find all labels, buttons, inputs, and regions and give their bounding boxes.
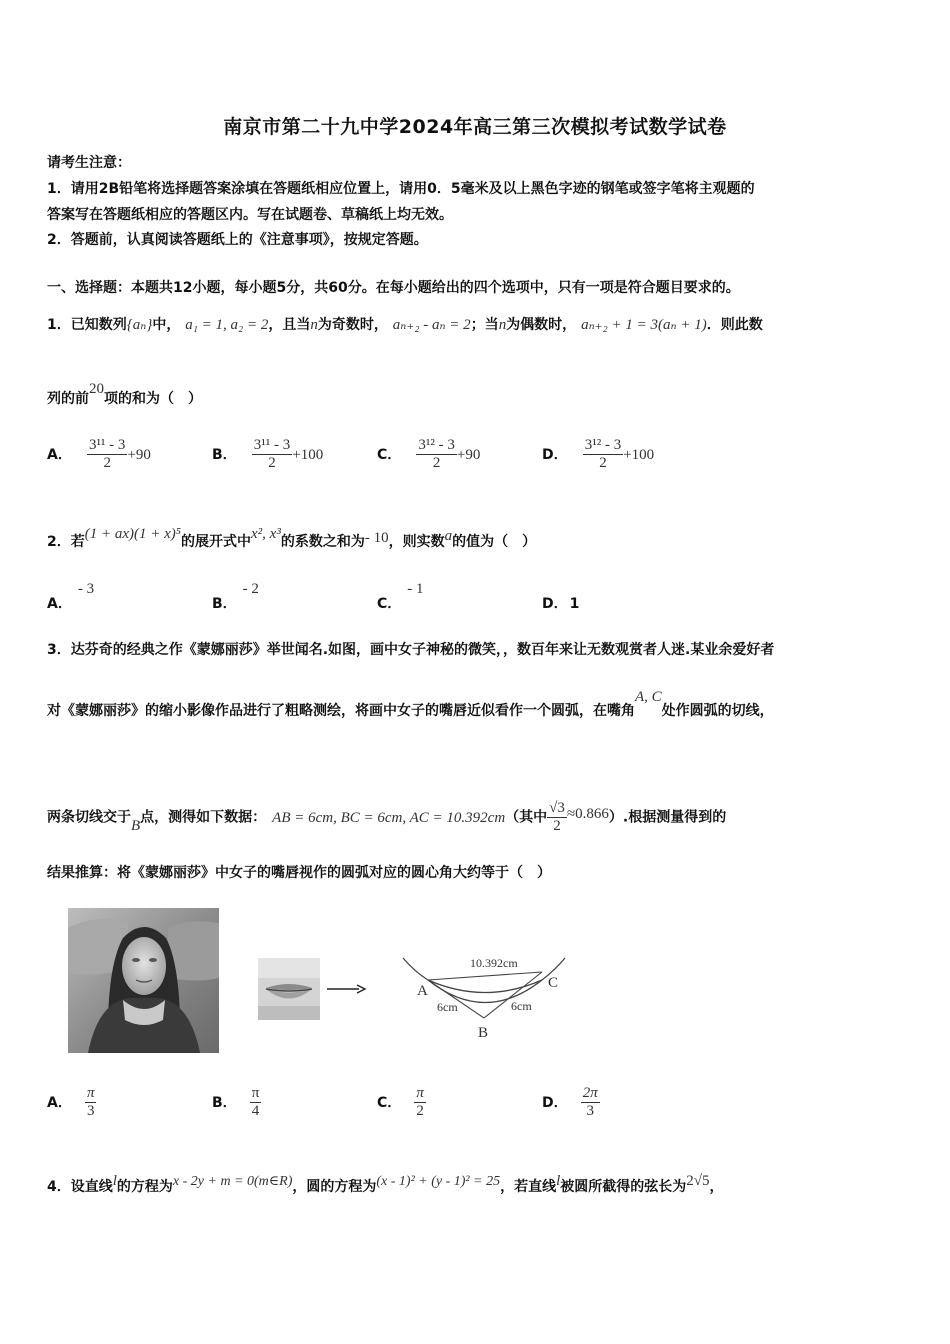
notice-heading: 请考生注意： [47, 155, 131, 171]
q1-option-d[interactable] [542, 437, 654, 472]
frac-den: 2 [553, 818, 561, 834]
option-tail: +100 [292, 447, 324, 463]
frac-den: 3 [586, 1103, 594, 1119]
option-label: A． [47, 1095, 72, 1111]
label-ac: 10.392cm [470, 956, 518, 970]
q1-math: aₙ₊₂ - aₙ = 2 [392, 317, 471, 333]
q2-option-b[interactable] [212, 578, 259, 612]
option-label: C． [377, 447, 402, 463]
q3-option-c[interactable] [377, 1085, 426, 1120]
mona-lisa-image [68, 908, 219, 1053]
question-3-line-1: 3．达芬奇的经典之作《蒙娜丽莎》举世闻名.如图，画中女子神秘的微笑，，数百年来让无数观赏者人迷.某业余爱好者 [47, 642, 775, 658]
q4-math: l [556, 1173, 561, 1189]
notice-line-3: 2．答题前，认真阅读答题纸上的《注意事项》，按规定答题。 [47, 232, 428, 248]
question-1-line-2 [47, 381, 202, 408]
q1-text: 为奇数时， [317, 317, 388, 333]
frac-den: 2 [103, 455, 111, 471]
q3-math: A, C [635, 689, 662, 705]
frac-den: 2 [416, 1103, 424, 1119]
option-tail: +90 [127, 447, 151, 463]
q1-math: n [310, 317, 318, 333]
frac-num: π [416, 1085, 424, 1101]
q2-option-a[interactable] [47, 578, 95, 612]
notice-line-2: 答案写在答题纸相应的答题区内。写在试题卷、草稿纸上均无效。 [47, 207, 453, 223]
option-label: C． [377, 596, 402, 612]
q1-math: 20 [89, 381, 104, 397]
question-2 [47, 526, 537, 551]
option-value: - 2 [242, 581, 259, 597]
question-4 [47, 1173, 724, 1196]
frac-num: 2π [582, 1085, 598, 1101]
option-label: B． [212, 1095, 237, 1111]
arrow-right-icon [325, 982, 367, 996]
option-tail: +100 [623, 447, 655, 463]
lips-drawing [258, 958, 320, 1020]
q2-text: ，则实数 [388, 534, 445, 550]
q2-text: 2．若 [47, 534, 85, 550]
mona-lisa-drawing [68, 908, 219, 1053]
q1-option-a[interactable] [47, 437, 151, 472]
question-1-line-1 [47, 314, 763, 334]
label-c: C [548, 975, 559, 991]
question-3-line-2 [47, 689, 774, 720]
q2-text: 的值为（ ） [452, 534, 537, 550]
q3-option-d[interactable] [542, 1085, 600, 1120]
q3-option-b[interactable] [212, 1085, 261, 1120]
frac-den: 3 [86, 1103, 95, 1119]
option-label: D． [542, 596, 568, 612]
q1-text: 为偶数时， [506, 317, 577, 333]
frac-num: 3¹¹ - 3 [253, 437, 291, 453]
q3-text: （其中 [505, 809, 548, 826]
option-value: - 1 [407, 581, 424, 597]
frac-num: 3¹¹ - 3 [88, 437, 126, 453]
option-label: B． [212, 447, 237, 463]
q1-option-b[interactable] [212, 437, 323, 472]
frac-den: 4 [251, 1103, 260, 1119]
q3-option-a[interactable] [47, 1085, 96, 1120]
section-heading: 一、选择题：本题共12小题，每小题5分，共60分。在每小题给出的四个选项中，只有一项是符合题目要求的。 [47, 280, 740, 296]
frac-num: √3 [549, 800, 565, 816]
q3-text: 处作圆弧的切线， [661, 703, 774, 719]
q1-text: ，且当 [268, 317, 311, 333]
option-fraction [583, 437, 624, 472]
q2-option-d[interactable] [542, 593, 579, 613]
q4-text: 4．设直线 [47, 1179, 113, 1195]
q1-text: 1．已知数列 [47, 317, 127, 333]
q1-math: aₙ₊₂ + 1 = 3(aₙ + 1) [581, 317, 707, 333]
q2-math: a [444, 528, 453, 544]
frac-num: π [251, 1085, 260, 1101]
question-3-line-4: 结果推算：将《蒙娜丽莎》中女子的嘴唇视作的圆弧对应的圆心角大约等于（ ） [47, 865, 551, 881]
frac-den: 2 [599, 455, 607, 471]
q4-math: x - 2y + m = 0(m∈R) [172, 1174, 293, 1189]
option-fraction [416, 437, 457, 472]
q4-math: l [112, 1173, 117, 1189]
option-fraction [581, 1085, 600, 1120]
q4-text: ， [709, 1179, 724, 1195]
lips-image [258, 958, 320, 1020]
q2-option-c[interactable] [377, 578, 424, 612]
q1-text: 中， [152, 317, 181, 333]
q2-text: 的系数之和为 [280, 534, 365, 550]
page-title: 南京市第二十九中学2024年高三第三次模拟考试数学试卷 [223, 116, 727, 138]
q3-text: 两条切线交于 [47, 809, 131, 826]
q4-text: 被圆所截得的弦长为 [560, 1179, 687, 1195]
question-3-line-3 [47, 800, 726, 835]
option-tail: +90 [456, 447, 481, 463]
q1-option-c[interactable] [377, 437, 480, 472]
q4-text: ，圆的方程为 [292, 1179, 377, 1195]
frac-den: 2 [432, 455, 441, 471]
q1-text: 项的和为（ ） [104, 391, 202, 407]
label-a: A [417, 983, 428, 999]
option-label: A． [47, 447, 72, 463]
option-label: C． [377, 1095, 402, 1111]
q4-text: 的方程为 [116, 1179, 173, 1195]
q3-fraction [547, 800, 567, 835]
q1-math: {aₙ} [126, 317, 153, 333]
q2-math: x², x³ [251, 526, 281, 542]
q3-text: 对《蒙娜丽莎》的缩小影像作品进行了粗略测绘，将画中女子的嘴唇近似看作一个圆弧，在嘴角 [47, 703, 635, 719]
frac-den: 2 [268, 455, 276, 471]
q4-math: (x - 1)² + (y - 1)² = 25 [376, 1174, 501, 1189]
q1-math: n [498, 317, 507, 333]
q2-math: - 10 [364, 530, 389, 546]
option-value: 1 [569, 596, 580, 612]
q4-math: 2√5 [686, 1173, 710, 1189]
q1-text: ；当 [470, 317, 499, 333]
label-bc: 6cm [511, 999, 532, 1013]
option-fraction [250, 1085, 262, 1120]
option-fraction [87, 437, 128, 472]
q1-math: a₁ = 1, a₂ = 2 [185, 317, 269, 333]
option-fraction [85, 1085, 97, 1120]
frac-num: 3¹² - 3 [418, 437, 455, 453]
option-label: D． [542, 447, 568, 463]
q3-text: 点，测得如下数据： [140, 809, 267, 826]
q2-text: 的展开式中 [181, 534, 252, 550]
label-b: B [478, 1025, 489, 1041]
option-label: D． [542, 1095, 568, 1111]
q3-math: B [131, 817, 141, 834]
arc-tangent-diagram [395, 950, 575, 1045]
option-fraction [414, 1085, 426, 1120]
frac-num: 3¹² - 3 [584, 437, 622, 453]
label-ab: 6cm [437, 1000, 458, 1014]
segment-ac [428, 972, 542, 980]
q1-text: 列的前 [47, 391, 89, 407]
option-label: B． [212, 596, 237, 612]
frac-num: π [86, 1085, 95, 1101]
option-value: - 3 [77, 581, 95, 597]
q3-math: ≈0.866 [566, 805, 609, 822]
notice-line-1: 1．请用2B铅笔将选择题答案涂填在答题纸相应位置上，请用0．5毫米及以上黑色字迹的钢笔或签字笔将主观题的 [47, 181, 755, 197]
q2-math: (1 + ax)(1 + x)⁵ [84, 526, 182, 542]
q1-text: ．则此数 [706, 317, 763, 333]
option-fraction [252, 437, 293, 472]
q4-text: ，若直线 [500, 1179, 557, 1195]
q3-math: AB = 6cm, BC = 6cm, AC = 10.392cm [272, 809, 506, 826]
option-label: A． [47, 596, 72, 612]
q3-text: ）.根据测量得到的 [608, 809, 727, 826]
